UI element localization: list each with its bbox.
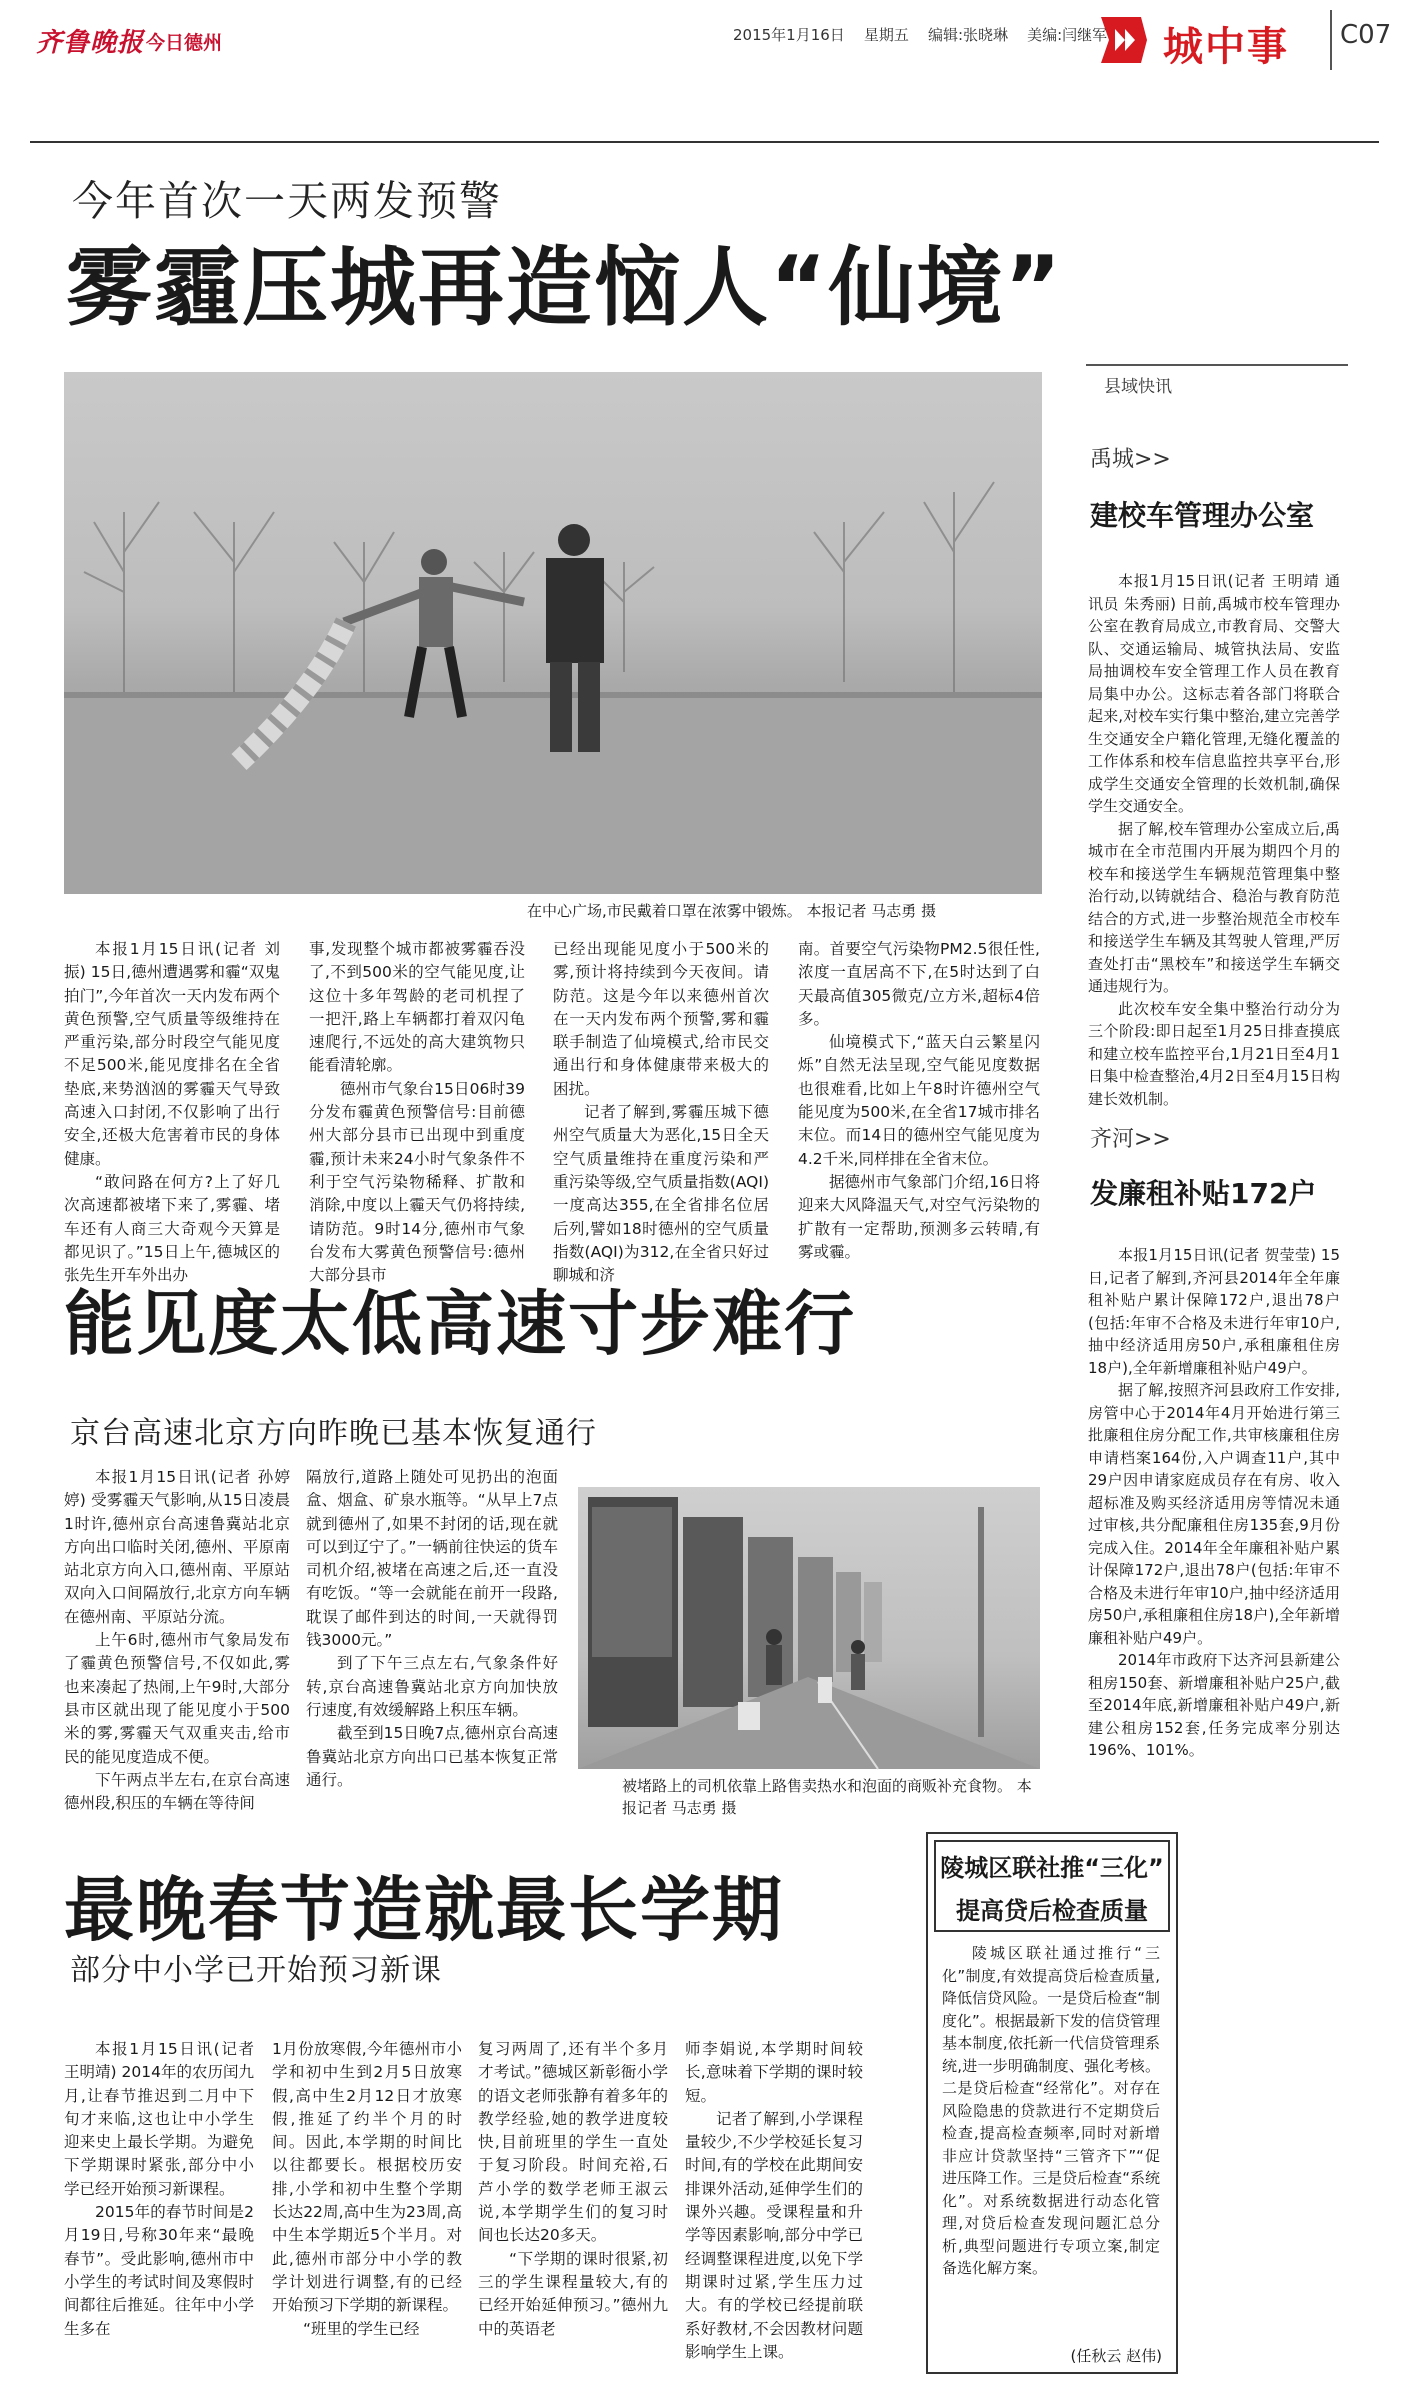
- article3-col2-p2: “班里的学生已经: [303, 2319, 420, 2338]
- article2-headline: 能见度太低高速寸步难行: [64, 1283, 856, 1365]
- sidebar-item1-place: 禹城>>: [1090, 447, 1171, 472]
- article1-col4-p3: 据德州市气象部门介绍,16日将迎来大风降温天气,对空气污染物的扩散有一定帮助,预测多云转晴,有雾或霾。: [798, 1172, 1040, 1261]
- sidebar-box: [926, 1832, 1178, 2374]
- sidebar-rule: [1086, 364, 1348, 366]
- article2-col2-p3: 截至到15日晚7点,德州京台高速鲁冀站北京方向出口已基本恢复正常通行。: [306, 1724, 558, 1789]
- article2-column-1: [64, 1466, 290, 1821]
- sidebar-box-body: [942, 1942, 1160, 2342]
- article1-column-1: [64, 938, 280, 1285]
- article3-col1-p2: 2015年的春节时间是2月19日,号称30年来“最晚春节”。受此影响,德州市中小学生的考试时间及寒假时间都往后推延。往年中小学生多在: [64, 2203, 254, 2338]
- sidebar-item1-p1: 本报1月15日讯(记者 王明靖 通讯员 朱秀丽) 日前,禹城市校车管理办公室在教育局成立,市教育局、交警大队、交通运输局、城管执法局、安监局抽调校车安全管理工作人员在教育局集中办公。这标志着各部门将联合起来,对校车实行集中整治,建立完善学生交通安全户籍化管理,无缝化覆盖的工作体系和校车信息监控共享平台,形成学生交通安全管理的长效机制,确保学生交通安全。: [1088, 572, 1340, 815]
- article3-col3-p2: “下学期的课时很紧,初三的学生课程量较大,有的已经开始延伸预习。”德州九中的英语老: [478, 2249, 668, 2338]
- article1-photo: [64, 372, 1042, 894]
- article1-kicker: 今年首次一天两发预警: [72, 177, 502, 225]
- article1-column-4: [798, 938, 1040, 1261]
- article2-col1-p2: 上午6时,德州市气象局发布了霾黄色预警信号,不仅如此,雾也来凑起了热闹,上午9时,大部分县市区就出现了能见度小于500米的雾,雾霾天气双重夹击,给市民的能见度造成不便。: [64, 1631, 290, 1766]
- article2-column-2: [306, 1466, 558, 1821]
- sidebar-item2-place: 齐河>>: [1090, 1127, 1171, 1152]
- issue-weekday: 星期五: [863, 26, 909, 44]
- article1-caption: 在中心广场,市民戴着口罩在浓雾中锻炼。 本报记者 马志勇 摄: [527, 902, 937, 920]
- sidebar-item1-p3: 此次校车安全集中整治行动分为三个阶段:即日起至1月25日排查摸底和建立校车监控平台,1月21日至4月1日集中检查整治,4月2日至4月15日构建长效机制。: [1088, 999, 1340, 1108]
- article3-headline: 最晚春节造就最长学期: [64, 1869, 784, 1951]
- sidebar-item2-body: [1088, 1244, 1340, 1759]
- masthead-logo: 齐鲁晚报: [36, 28, 145, 58]
- article1-col1-p2: “敢问路在何方?上了好几次高速都被堵下来了,雾霾、堵车还有人商三大奇观今天算是都见识了。”15日上午,德城区的张先生开车外出办: [64, 1172, 280, 1285]
- article3-col4-p1: 师李娟说,本学期时间较长,意味着下学期的课时较短。: [685, 2040, 863, 2105]
- sidebar-box-header: [934, 1840, 1170, 1932]
- article3-column-1: [64, 2038, 254, 2368]
- article1-column-3: [553, 938, 769, 1285]
- article1-col1-p1: 本报1月15日讯(记者 刘振) 15日,德州遭遇雾和霾“双鬼拍门”,今年首次一天内发布两个黄色预警,空气质量等级维持在严重污染,部分时段空气能见度不足500米,能见度排名在全省垫底,来势汹汹的雾霾天气导致高速入口封闭,不仅影响了出行安全,还极大危害着市民的身体健康。: [64, 940, 280, 1168]
- article1-col3-p1: 已经出现能见度小于500米的雾,预计将持续到今天夜间。请防范。这是今年以来德州首次在一天内发布两个预警,雾和霾联手制造了仙境模式,给市民交通出行和身体健康带来极大的困扰。: [553, 940, 769, 1098]
- article1-column-2: [309, 938, 525, 1285]
- sidebar-item1-title: 建校车管理办公室: [1090, 499, 1315, 532]
- sidebar-item2-p3: 2014年市政府下达齐河县新建公租房150套、新增廉租补贴户25户,截至2014年底,新增廉租补贴户49户,新建公租房152套,任务完成率分别达196%、101%。: [1088, 1651, 1340, 1759]
- section-icon: [1101, 17, 1147, 63]
- article3-column-3: [478, 2038, 668, 2368]
- header-divider-vertical: [1330, 10, 1332, 70]
- sidebar-box-title2: 提高贷后检查质量: [956, 1897, 1148, 1925]
- sidebar-item1-body: [1088, 570, 1340, 1120]
- header-rule: [30, 141, 1379, 143]
- article2-col1-p3: 下午两点半左右,在京台高速德州段,积压的车辆在等待间: [64, 1770, 290, 1813]
- edition-label: 今日德州: [146, 32, 223, 54]
- sidebar-item2-p2: 据了解,按照齐河县政府工作安排,房管中心于2014年4月开始进行第三批廉租住房分配工作,共审核廉租住房申请档案164份,入户调查11户,其中29户因申请家庭成员存在有房、收入超标准及购买经济适用房等情况未通过审核,共分配廉租住房135套,9月份完成入住。2014年全年廉租补贴户累计保障172户,退出78户(包括:年审不合格及未进行年审10户,抽中经济适用房50户,承租廉租住房18户),全年新增廉租补贴户49户。: [1088, 1381, 1340, 1647]
- article3-subhead: 部分中小学已开始预习新课: [70, 1953, 442, 1988]
- article2-col2-p1: 隔放行,道路上随处可见扔出的泡面盒、烟盒、矿泉水瓶等。“从早上7点就到德州了,如果不封闭的话,现在就可以到辽宁了。”一辆前往快运的货车司机介绍,被堵在高速之后,还一直没有吃饭。“等一会就能在前开一段路,耽误了邮件到达的时间,一天就得罚钱3000元。”: [306, 1468, 558, 1650]
- sidebar-box-title1: 陵城区联社推“三化”: [940, 1854, 1164, 1882]
- sidebar-item2-title: 发廉租补贴172户: [1090, 1177, 1317, 1210]
- issue-info: [733, 24, 1107, 45]
- designer-credit: 美编:闫继军: [1027, 26, 1108, 44]
- page-number: C07: [1340, 20, 1392, 50]
- article1-col4-p2: 仙境模式下,“蓝天白云繁星闪烁”自然无法呈现,空气能见度数据也很难看,比如上午8时许德州空气能见度为500米,在全省17城市排名末位。而14日的德州空气能见度为4.2千米,同样排在全省末位。: [798, 1033, 1040, 1168]
- article1-col3-p2: 记者了解到,雾霾压城下德州空气质量大为恶化,15日全天空气质量维持在重度污染和严重污染等级,空气质量指数(AQI)一度高达355,在全省排名位居后列,譬如18时德州的空气质量指数(AQI)为312,在全省只好过聊城和济: [553, 1103, 769, 1285]
- sidebar-item2-p1: 本报1月15日讯(记者 贺莹莹) 15日,记者了解到,齐河县2014年全年廉租补贴户累计保障172户,退出78户(包括:年审不合格及未进行年审10户,抽中经济适用房50户,承租廉租住房18户),全年新增廉租补贴户49户。: [1088, 1246, 1340, 1377]
- article2-col2-p2: 到了下午三点左右,气象条件好转,京台高速鲁冀站北京方向加快放行速度,有效缓解路上积压车辆。: [306, 1654, 558, 1719]
- sidebar-label: 县域快讯: [1104, 377, 1172, 397]
- article3-column-4: [685, 2038, 863, 2368]
- article3-col1-p1: 本报1月15日讯(记者 王明靖) 2014年的农历闰九月,让春节推迟到二月中下旬才来临,这也让中小学生迎来史上最长学期。为避免下学期课时紧张,部分中小学已经开始预习新课程。: [64, 2040, 254, 2198]
- article3-col4-p2: 记者了解到,小学课程量较少,不少学校延长复习时间,有的学校在此期间安排课外活动,延伸学生们的课外兴趣。受课程量和升学等因素影响,部分中学已经调整课程进度,以免下学期课时过紧,学生压力过大。有的学校已经提前联系好教材,不会因教材问题影响学生上课。: [685, 2109, 863, 2361]
- article2-photo: [578, 1487, 1040, 1769]
- article3-col3-p1: 复习两周了,还有半个多月才考试。”德城区新彰衙小学的语文老师张静有着多年的教学经验,她的教学进度较快,目前班里的学生一直处于复习阶段。时间充裕,石芦小学的数学老师王淑云说,本学期学生们的复习时间也长达20多天。: [478, 2040, 668, 2245]
- article1-col2-p2: 德州市气象台15日06时39分发布霾黄色预警信号:目前德州大部分县市已出现中到重度霾,预计未来24小时气象条件不利于空气污染物稀释、扩散和消除,中度以上霾天气仍将持续,请防范。9时14分,德州市气象台发布大雾黄色预警信号:德州大部分县市: [309, 1079, 525, 1285]
- sidebar-box-byline: (任秋云 赵伟): [1070, 2347, 1162, 2365]
- article2-col1-p1: 本报1月15日讯(记者 孙婷婷) 受雾霾天气影响,从15日凌晨1时许,德州京台高速鲁冀站北京方向出口临时关闭,德州、平原南站北京方向入口,德州南、平原站双向入口间隔放行,北京方向车辆在德州南、平原站分流。: [64, 1468, 290, 1626]
- article1-col2-p1: 事,发现整个城市都被雾霾吞没了,不到500米的空气能见度,让这位十多年驾龄的老司机捏了一把汗,路上车辆都打着双闪龟速爬行,不远处的高大建筑物只能看清轮廓。: [309, 940, 525, 1075]
- article2-caption: 被堵路上的司机依靠上路售卖热水和泡面的商贩补充食物。 本报记者 马志勇 摄: [622, 1777, 1032, 1817]
- article1-headline: 雾霾压城再造恼人“仙境”: [66, 238, 1064, 338]
- article2-subhead: 京台高速北京方向昨晚已基本恢复通行: [70, 1416, 597, 1451]
- issue-date: 2015年1月16日: [733, 26, 845, 44]
- sidebar-box-text: 陵城区联社通过推行“三化”制度,有效提高贷后检查质量,降低信贷风险。一是贷后检查“制度化”。根据最新下发的信贷管理基本制度,依托新一代信贷管理系统,进一步明确制度、强化考核。二是贷后检查“经常化”。对存在风险隐患的贷款进行不定期贷后检查,提高检查频率,同时对新增非应计贷款坚持“三管齐下”“促进压降工作。三是贷后检查“系统化”。对系统数据进行动态化管理,对贷后检查发现问题汇总分析,典型问题进行专项立案,制定备选化解方案。: [942, 1944, 1160, 2277]
- article3-col2-p1: 1月份放寒假,今年德州市小学和初中生到2月5日放寒假,高中生2月12日才放寒假,推延了约半个月的时间。因此,本学期的时间比以往都要长。根据校历安排,小学和初中生整个学期长达22周,高中生为23周,高中生本学期近5个半月。对此,德州市部分中小学的教学计划进行调整,有的已经开始预习下学期的新课程。: [272, 2040, 462, 2315]
- article3-column-2: [272, 2038, 462, 2368]
- editor-credit: 编辑:张晓琳: [927, 26, 1009, 44]
- sidebar-item1-p2: 据了解,校车管理办公室成立后,禹城市在全市范围内开展为期四个月的校车和接送学生车辆规范管理集中整治行动,以铸就结合、稳治与教育防范结合的方式,进一步整治规范全市校车和接送学生车辆及其驾驶人管理,严厉查处打击“黑校车”和接送学生车辆交通违规行为。: [1088, 819, 1340, 995]
- article1-col4-p1: 南。首要空气污染物PM2.5很任性,浓度一直居高不下,在5时达到了白天最高值305微克/立方米,超标4倍多。: [798, 940, 1040, 1028]
- section-title: 城中事: [1163, 24, 1289, 70]
